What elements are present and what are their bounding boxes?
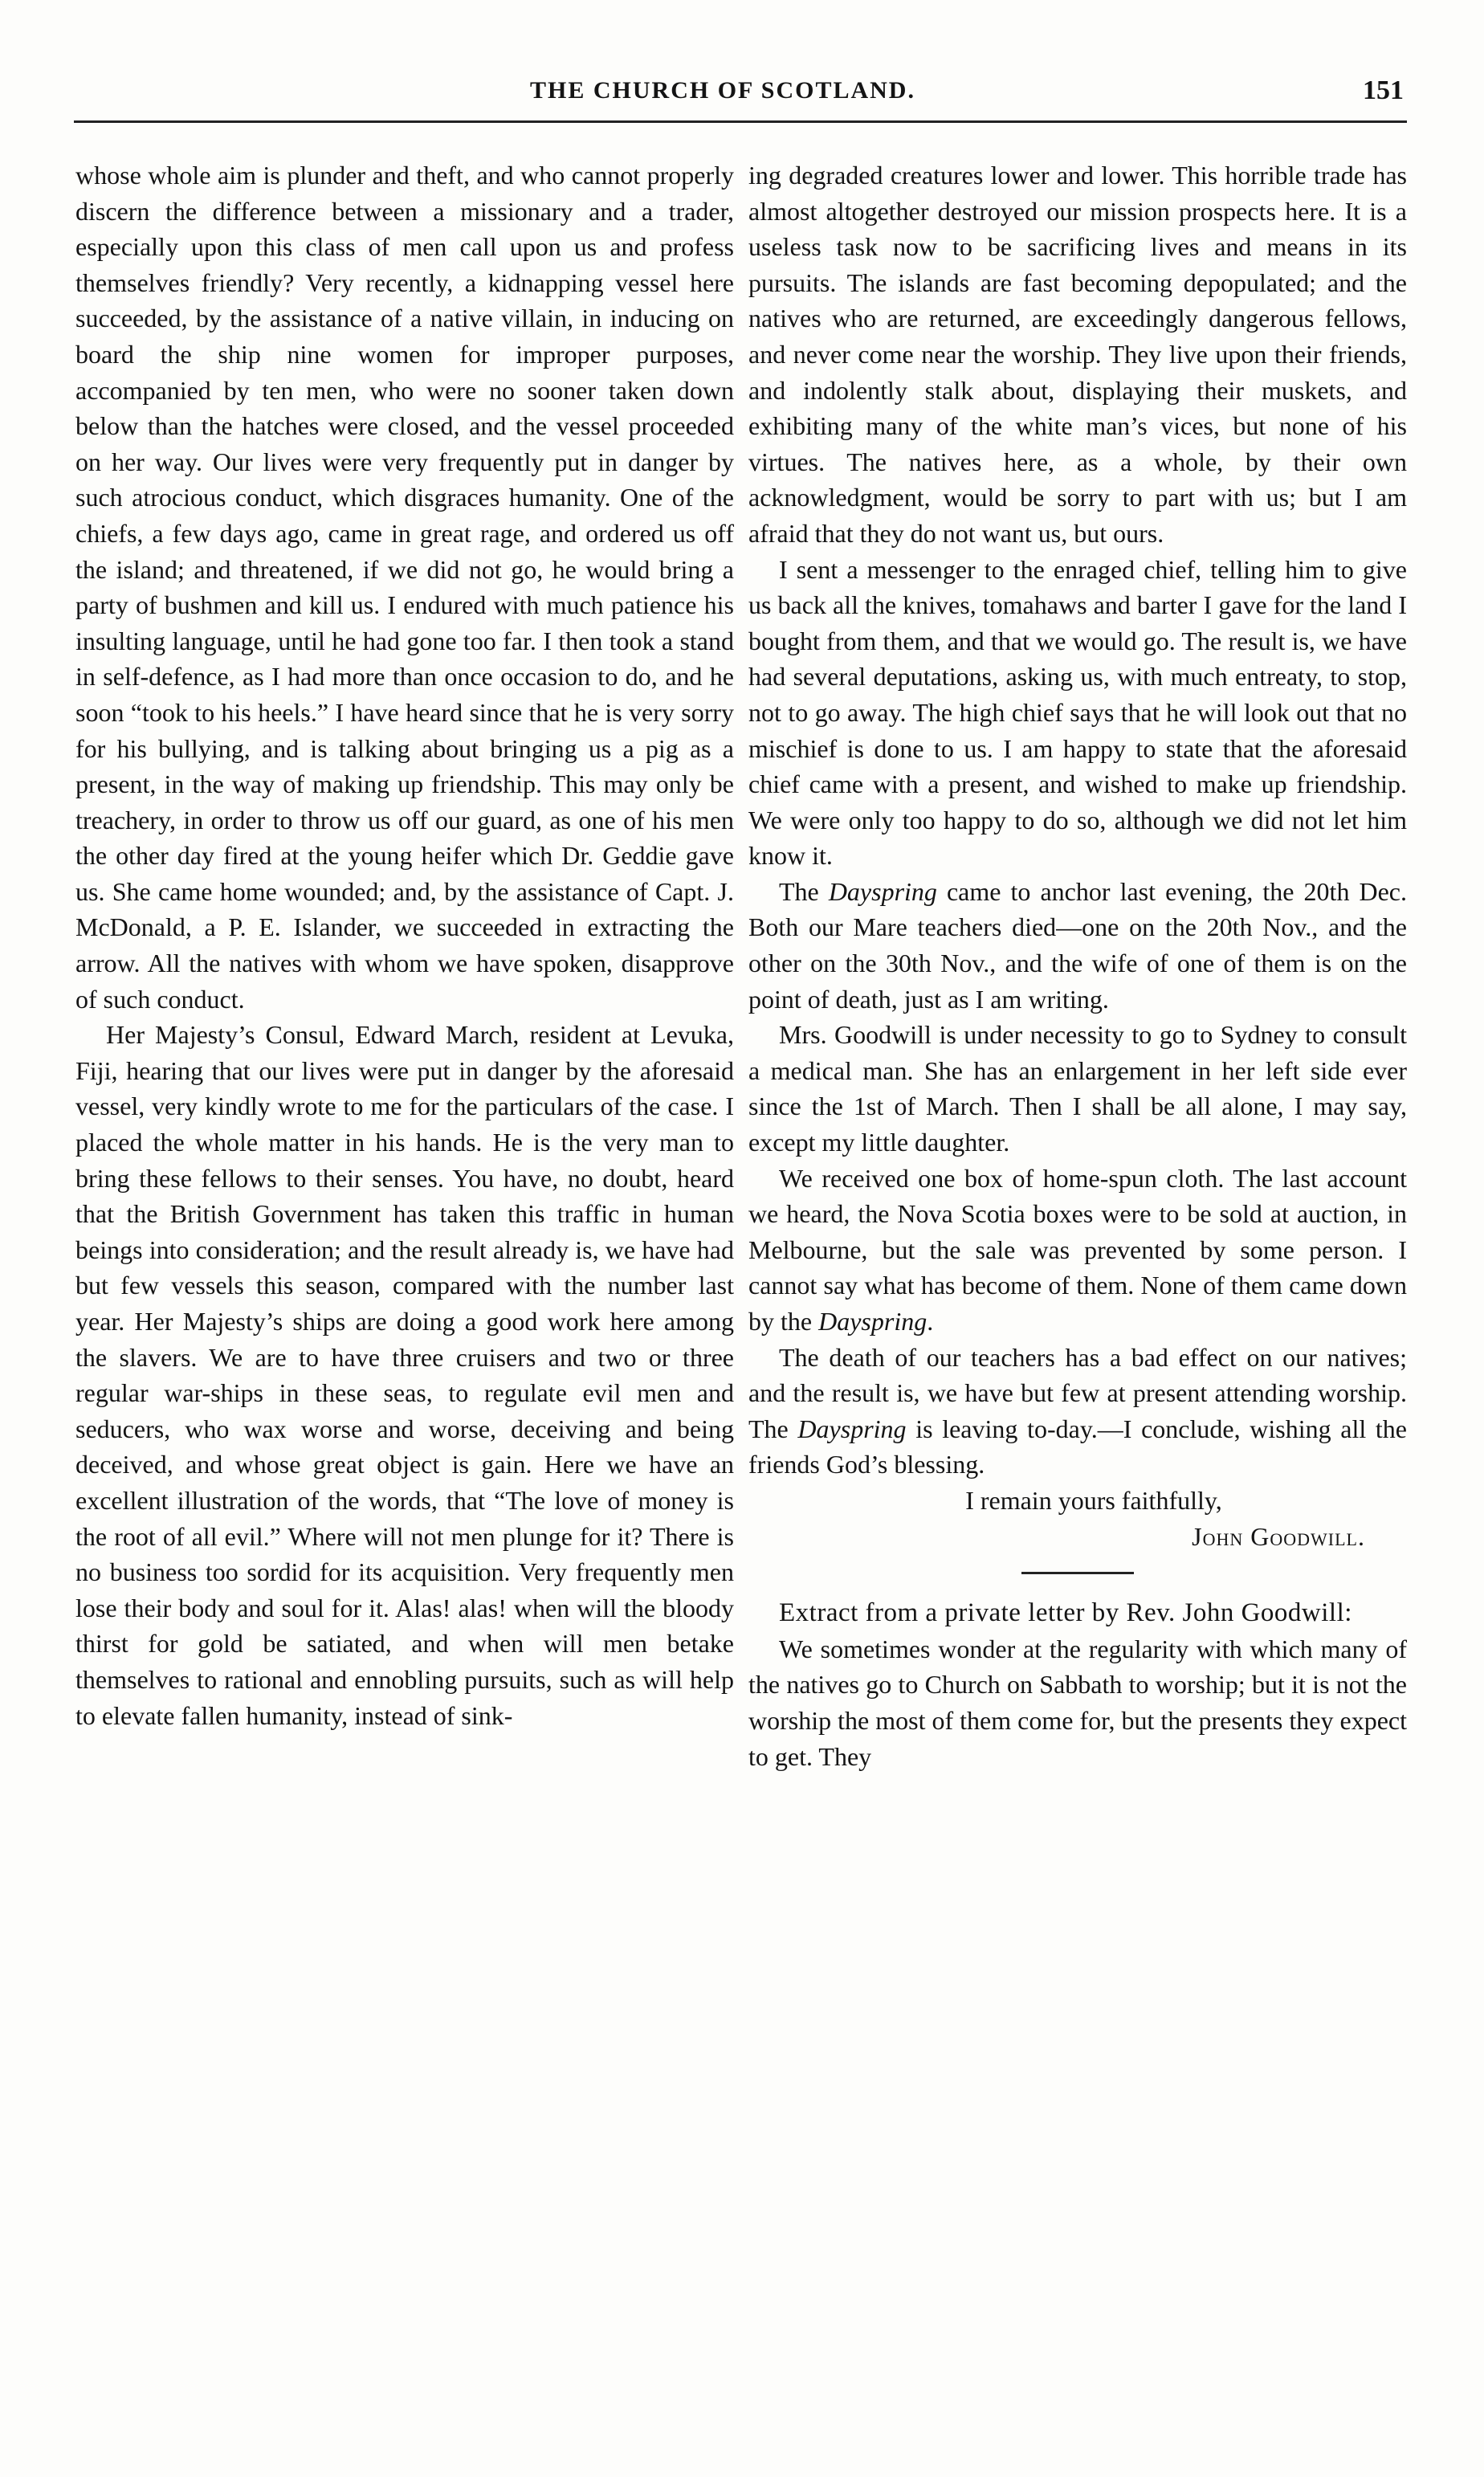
text-run: The death of our teachers has a bad effect on our natives; and the result is, we have but few at present attending worship. The (748, 1342, 1407, 1443)
text-run: The (779, 876, 829, 906)
signature: John Goodwill. (1192, 1521, 1365, 1551)
text-run: We received one box of home-spun cloth. The last account we heard, the Nova Scotia boxes were to be sold at auction, in Melbourne, but the sale was prevented by some person. I cannot say what has become of them. None of them came down by the (748, 1163, 1407, 1336)
paragraph: whose whole aim is plunder and theft, and who cannot properly discern the difference between a missionary and a trader, especially upon this class of men call upon us and profess themselves friendly? Very recently, a kidnapping vessel here succeeded, by the assistance of a native villain, in inducing on board the ship nine women for improper purposes, accompanied by ten men, who were no sooner taken down below than the hatches were closed, and the vessel proceeded on her way. Our lives were very frequently put in danger by such atrocious conduct, which disgraces humanity. One of the chiefs, a few days ago, came in great rage, and ordered us off the island; and threatened, if we did not go, he would bring a party of bushmen and kill us. I endured with much patience his insulting language, until he had gone too far. I then took a stand in self-defence, as I had more than once occasion to do, and he soon “took to his heels.” I have heard since that he is very sorry for his bullying, and is talking about bringing us a pig as a present, in the way of making up friendship. This may only be treachery, in order to throw us off our guard, as one of his men the other day fired at the young heifer which Dr. Geddie gave us. She came home wounded; and, by the assistance of Capt. J. McDonald, a P. E. Islander, we succeeded in extracting the arrow. All the natives with whom we have spoken, disapprove of such conduct. (75, 161, 734, 1014)
page-number: 151 (1363, 75, 1404, 105)
ship-name: Dayspring (797, 1414, 907, 1443)
ship-name: Dayspring (818, 1307, 928, 1336)
text-run: is leaving to-day.—I conclude, wishing all the friends God’s blessing. (748, 1414, 1408, 1479)
right-column (748, 157, 1407, 1774)
extract-heading: Extract from a private letter by Rev. John Goodwill: (779, 1598, 1352, 1628)
text-run: . (927, 1307, 934, 1336)
paragraph (748, 1340, 1407, 1483)
left-column (75, 157, 734, 1733)
ship-name: Dayspring (828, 876, 937, 906)
section-divider (1021, 1572, 1134, 1574)
letter-closing: I remain yours faithfully, (965, 1485, 1222, 1515)
page-header (0, 0, 1484, 137)
paragraph (748, 1161, 1407, 1340)
paragraph: Mrs. Goodwill is under necessity to go to Sydney to consult a medical man. She has an enlargement in her left side ever since the 1st of March. Then I shall be all alone, I may say, except my little daughter. (748, 1020, 1407, 1157)
paragraph (748, 874, 1407, 1017)
text-run: came to anchor last evening, the 20th Dec. Both our Mare teachers died—one on the 20th Nov., and the other on the 30th Nov., and the wife of one of them is on the point of death, just as I am writing. (748, 876, 1408, 1014)
paragraph: Her Majesty’s Consul, Edward March, resident at Levuka, Fiji, hearing that our lives were put in danger by the aforesaid vessel, very kindly wrote to me for the particulars of the case. I placed the whole matter in his hands. He is the very man to bring these fellows to their senses. You have, no doubt, heard that the British Government has taken this traffic in human beings into consideration; and the result already is, we have had but few vessels this season, compared with the number last year. Her Majesty’s ships are doing a good work here among the slavers. We are to have three cruisers and two or three regular war-ships in these seas, to regulate evil men and seducers, who wax worse and worse, deceiving and being deceived, and whose great object is gain. Here we have an excellent illustration of the words, that “The love of money is the root of all evil.” Where will not men plunge for it? There is no business too sordid for its acquisition. Very frequently men lose their body and soul for it. Alas! alas! when will the bloody thirst for gold be satiated, and when will men betake themselves to rational and ennobling pursuits, such as will help to elevate fallen humanity, instead of sink- (75, 1020, 734, 1730)
paragraph: I sent a messenger to the enraged chief, telling him to give us back all the knives, tomahaws and barter I gave for the land I bought from them, and that we would go. The result is, we have had several deputations, asking us, with much entreaty, to stop, not to go away. The high chief says that he will look out that no mischief is done to us. I am happy to state that the aforesaid chief came with a present, and wished to make up friendship. We were only too happy to do so, although we did not let him know it. (748, 554, 1407, 871)
header-rule (74, 120, 1407, 123)
running-title: THE CHURCH OF SCOTLAND. (530, 77, 915, 104)
paragraph: We sometimes wonder at the regularity with which many of the natives go to Church on Sabbath to worship; but it is not the worship the most of them come for, but the presents they expect to get. They (748, 1634, 1407, 1771)
paragraph: ing degraded creatures lower and lower. This horrible trade has almost altogether destroyed our mission prospects here. It is a useless task now to be sacrificing lives and means in its pursuits. The islands are fast becoming depopulated; and the natives who are returned, are exceedingly dangerous fellows, and never come near the worship. They live upon their friends, and indolently stalk about, displaying their muskets, and exhibiting many of the white man’s vices, but none of his virtues. The natives here, as a whole, by their own acknowledgment, would be sorry to part with us; but I am afraid that they do not want us, but ours. (748, 161, 1407, 548)
